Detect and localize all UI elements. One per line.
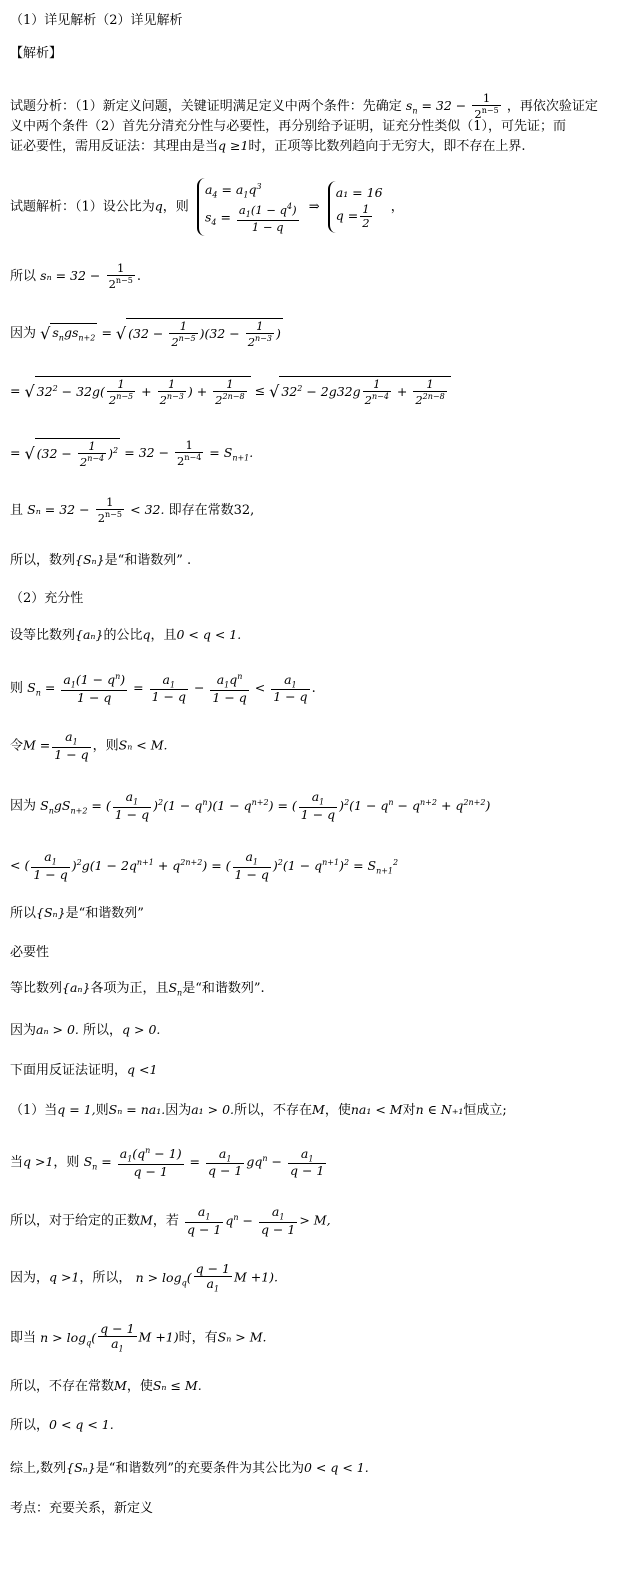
formula: aₙ > 0. (36, 1022, 79, 1037)
analysis-text: 证必要性，需用反证法：其理由是当 (10, 139, 219, 154)
solution-line (10, 1378, 622, 1396)
analysis-text: ，再依次验证定 (506, 99, 598, 115)
solution-text: ，则 (92, 738, 119, 754)
solution-text: 所以， (10, 1418, 50, 1433)
formula: {Sₙ} (36, 905, 66, 920)
solution-text: 所以 (10, 269, 37, 285)
solution-text: 综上,数列 (10, 1461, 67, 1476)
formula: q (154, 198, 163, 214)
solution-text: ，且 (150, 628, 177, 643)
solution-text: 当 (10, 1155, 24, 1171)
formula: Sₙ = 32 − (27, 502, 90, 518)
formula: 0 < q < 1. (49, 1417, 114, 1432)
formula: {aₙ} (75, 627, 104, 642)
solution-text: 各项为正，且 (90, 981, 169, 996)
solution-text: 所以，对于给定的正数 (10, 1213, 141, 1229)
formula: M = (23, 737, 51, 753)
solution-text: 对 (402, 1103, 416, 1118)
formula: M +1) (138, 1329, 179, 1345)
solution-line: 即当 $n > \log_q$( $\frac{q - 1}{a_1}$ M +1)时，有Sₙ > M. (10, 1321, 267, 1354)
solution-text: ，若 (152, 1213, 179, 1229)
formula: Sₙ = na₁. (108, 1102, 166, 1117)
solution-line (10, 496, 622, 525)
solution-text: 因为 (165, 1103, 192, 1118)
solution-line: 等比数列{aₙ}各项为正，且$S_n$是“和谐数列”. (10, 980, 265, 998)
answer-line (10, 12, 622, 30)
formula: Sₙ < M. (118, 737, 168, 753)
solution-line: < ( $\frac{a_1}{1 - q}$ )$^2g(1 - 2q^{n+1} + q^{2n+2})$ = ( $\frac{a_1}{1 - q}$ )$^2(1 - q^{n+1})^2 = S_{n+1}^2$ (10, 849, 399, 882)
solution-line (10, 627, 622, 645)
solution-text: 所以 (10, 906, 37, 921)
formula: a₁ > 0. (191, 1102, 235, 1117)
solution-text: 恒成立; (463, 1103, 507, 1118)
analysis-line-1 (10, 92, 622, 121)
formula: q <1 (127, 1062, 158, 1077)
solution-text: 所以，不存在常数 (10, 1379, 115, 1394)
formula: sₙ = 32 − (40, 268, 101, 284)
solution-text: 下面用反证法证明， (10, 1063, 128, 1078)
solution-line (10, 1062, 622, 1080)
solution-text: ，使 (126, 1379, 153, 1394)
section-header (10, 45, 622, 63)
solution-line: 因为，q >1，所以， $n > \log_q$( $\frac{q - 1}{a_1}$ M +1). (10, 1261, 279, 1294)
formula: M +1). (233, 1269, 279, 1285)
solution-line: 所以 sₙ = 32 − $\frac{1}{2^{n-5}}$ . (10, 261, 141, 292)
solution-line: 所以，对于给定的正数M，若 $\frac{a_1}{q - 1}$ $q^n$ − $\frac{a_1}{q - 1}$ > M, (10, 1204, 331, 1237)
solution-text: 等比数列 (10, 981, 63, 996)
solution-text: 试题解析：（1）设公比为 (10, 199, 155, 215)
conclusion-line (10, 1460, 622, 1478)
analysis-text: 义中两个条件（2）首先分清充分性与必要性，再分别给予证明，证充分性类似（1），可先证；而 (10, 119, 567, 134)
formula: Sₙ ≤ M. (152, 1378, 202, 1393)
necessity-header (10, 944, 622, 962)
solution-text: （1）当 (10, 1103, 58, 1118)
solution-line (10, 1417, 622, 1435)
formula: q (142, 627, 151, 642)
formula: q = 1, (57, 1102, 96, 1117)
part2-header (10, 590, 622, 608)
solution-line (10, 1102, 622, 1120)
solution-text: 是“和谐数列”的充要条件为其公比为 (95, 1461, 304, 1476)
formula: q > 0. (122, 1022, 161, 1037)
solution-line (10, 1022, 622, 1040)
equation-system-result: a₁ = 16 q = $\frac{1}{2}$ (328, 181, 383, 232)
formula: < 32. (130, 502, 165, 518)
solution-line: 因为 √ $s_ngs_{n+2}$ = √ (32 − $\frac{1}{2^{n-5}}$ )(32 − $\frac{1}{2^{n-3}}$ ) (10, 319, 281, 350)
solution-text: 所以，数列 (10, 553, 76, 568)
fraction: $\frac{1}{2^{n-5}}$ (108, 261, 133, 292)
formula: {Sₙ} (75, 552, 105, 567)
solution-text: 因为， (10, 1270, 50, 1286)
solution-text: 是“和谐数列” (65, 906, 144, 921)
formula: n ∈ N₊₁ (415, 1102, 464, 1117)
solution-text: 是“和谐数列” . (104, 553, 192, 568)
solution-line: = √ $32^2 - 32g$( $\frac{1}{2^{n-5}}$ + $\frac{1}{2^{n-3}}$ ) + $\frac{1}{2^{2n-8}}$ ≤ √ $32^2 - 2g32g$ $\frac{1}{2^{n-4}}$ + $\frac{1}{2^{2n-8}}$ (10, 376, 622, 407)
formula: q ≥1 (218, 138, 249, 153)
formula: {aₙ} (62, 980, 91, 995)
formula: Sₙ > M. (217, 1329, 267, 1345)
formula: q >1 (23, 1154, 54, 1170)
answer-text: （1）详见解析（2）详见解析 (10, 13, 183, 28)
solution-line (10, 905, 622, 923)
solution-text: 即当 (10, 1330, 37, 1346)
formula: na₁ < M (350, 1102, 403, 1117)
solution-text: ，则 (53, 1155, 80, 1171)
solution-text: 则 (10, 681, 24, 697)
fraction: $\frac{1}{2^{n-5}}$ (97, 495, 122, 526)
formula: q >1 (49, 1269, 80, 1285)
solution-line: 因为 $S_ngS_{n+2}$ = ( $\frac{a_1}{1 - q}$ )$^2(1 - q^n)(1 - q^{n+2})$ = ( $\frac{a_1}{1 - q}$ )$^2(1 - q^n - q^{n+2} + q^{2n+2})$ (10, 789, 491, 822)
analysis-text: 试题分析：（1）新定义问题，关键证明满足定义中两个条件：先确定 (10, 99, 402, 115)
solution-text: 所以， (83, 1023, 123, 1038)
analysis-line-2 (10, 118, 622, 136)
keywords-line (10, 1500, 622, 1518)
formula: > M, (299, 1212, 331, 1228)
solution-line: = √ (32 − $\frac{1}{2^{n-4}}$ )$^2$ = 32 − $\frac{1}{2^{n-4}}$ = $S_{n+1}$. (10, 438, 254, 470)
solution-text: 即存在常数32, (168, 503, 255, 519)
implies-arrow: ⇒ (308, 199, 320, 215)
solution-text: 是“和谐数列”. (182, 981, 265, 996)
formula: M (312, 1102, 325, 1117)
solution-text: 则 (95, 1103, 109, 1118)
section-title: 【解析】 (10, 46, 63, 61)
solution-text: ， (390, 199, 404, 215)
part-title: 必要性 (10, 945, 50, 960)
solution-line: 则 $S_n$ = $\frac{a_1(1 - q^n)}{1 - q}$ = $\frac{a_1}{1 - q}$ − $\frac{a_1q^n}{1 - q}$ < $\frac{a_1}{1 - q}$ . (10, 671, 316, 705)
part-title: （2）充分性 (10, 591, 84, 606)
solution-line: 当q >1，则 $S_n$ = $\frac{a_1(q^n - 1)}{q - 1}$ = $\frac{a_1}{q - 1}$ $gq^n$ − $\frac{a_1}{q - 1}$ (10, 1145, 325, 1179)
formula: M (114, 1378, 127, 1393)
formula: 0 < q < 1. (303, 1460, 369, 1475)
keywords-text: 考点：充要关系，新定义 (10, 1501, 154, 1516)
solution-text: 令 (10, 738, 24, 754)
solution-text: 因为 (10, 326, 37, 342)
solution-line (10, 178, 622, 236)
analysis-line-3 (10, 138, 622, 156)
fraction: $\frac{1}{2^{n-5}}$ (474, 91, 499, 122)
solution-line (10, 552, 622, 570)
solution-text: 的公比 (103, 628, 143, 643)
solution-text: 所以，不存在 (234, 1103, 313, 1118)
solution-text: ，所以， (79, 1270, 132, 1286)
analysis-text: 时，正项等比数列趋向于无穷大，即不存在上界. (248, 139, 526, 154)
solution-text: ，则 (162, 199, 189, 215)
formula: M (140, 1212, 153, 1228)
formula: {Sₙ} (66, 1460, 96, 1475)
solution-text: 时，有 (178, 1330, 218, 1346)
formula-sn: $s_n = 32$ − (405, 98, 467, 116)
solution-line: 令M = $\frac{a_1}{1 - q}$ ，则Sₙ < M. (10, 729, 168, 762)
solution-text: ，使 (324, 1103, 351, 1118)
equation-system: $a_4 = a_1q^3$ $s_4$ = $\frac{a_1(1 - q^4)}{1 - q}$ (197, 178, 301, 236)
formula: 0 < q < 1. (176, 627, 242, 642)
solution-text: 且 (10, 503, 24, 519)
solution-text: 设等比数列 (10, 628, 76, 643)
solution-text: 因为 (10, 1023, 37, 1038)
solution-text: 因为 (10, 798, 37, 814)
